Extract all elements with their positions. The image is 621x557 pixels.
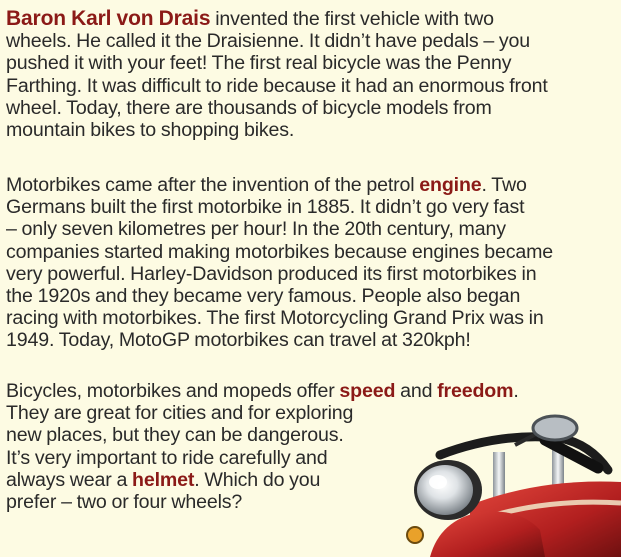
text-segment: .	[513, 380, 519, 402]
paragraph-safety	[6, 380, 566, 513]
paragraph-line: – only seven kilometres per hour! In the 20th century, many	[6, 218, 506, 241]
paragraph-line: companies started making motorbikes because engines became	[6, 240, 554, 263]
text-segment: and	[395, 380, 438, 402]
paragraph-line: very powerful. Harley-Davidson produced its first motorbikes in	[6, 262, 537, 285]
paragraph-line: racing with motorbikes. The first Motorcycling Grand Prix was in	[6, 307, 544, 330]
paragraph-line: wheels. He called it the Draisienne. It didn’t have pedals – you	[6, 30, 531, 53]
text-segment: always wear a	[6, 468, 132, 491]
paragraph-line: wheel. Today, there are thousands of bicycle models from	[6, 96, 492, 119]
keyword-engine: engine	[419, 174, 482, 196]
paragraph-line: pushed it with your feet! The first real bicycle was the Penny	[6, 52, 512, 75]
paragraph-line	[6, 8, 614, 30]
keyword-freedom: freedom	[437, 380, 514, 402]
keyword-helmet: helmet	[132, 468, 195, 491]
paragraph-line: mountain bikes to shopping bikes.	[6, 119, 295, 142]
paragraph-bicycle-history	[6, 8, 614, 141]
front-fender	[430, 511, 545, 557]
paragraph-line: It’s very important to ride carefully and	[6, 446, 328, 469]
text-segment: . Which do you	[194, 468, 321, 491]
paragraph-line: new places, but they can be dangerous.	[6, 424, 344, 447]
paragraph-line	[6, 380, 566, 402]
text-segment: Motorbikes came after the invention of the petrol	[6, 174, 420, 196]
indicator-light	[407, 527, 423, 543]
paragraph-line: Farthing. It was difficult to ride because it had an enormous front	[6, 74, 548, 97]
paragraph-motorbike-history	[6, 174, 614, 352]
keyword-name: Baron Karl von Drais	[6, 7, 211, 30]
keyword-speed: speed	[339, 380, 396, 402]
paragraph-line	[6, 469, 566, 491]
text-segment: invented the first vehicle with two	[210, 8, 494, 30]
paragraph-line: the 1920s and they became very famous. People also began	[6, 285, 521, 308]
paragraph-line: Germans built the first motorbike in 1885. It didn’t go very fast	[6, 196, 525, 219]
paragraph-line	[6, 174, 614, 196]
paragraph-line: prefer – two or four wheels?	[6, 491, 243, 514]
paragraph-line: They are great for cities and for exploring	[6, 402, 354, 425]
text-segment: . Two	[481, 174, 527, 196]
text-segment: Bicycles, motorbikes and mopeds offer	[6, 380, 340, 402]
paragraph-line: 1949. Today, MotoGP motorbikes can travel at 320kph!	[6, 329, 471, 352]
